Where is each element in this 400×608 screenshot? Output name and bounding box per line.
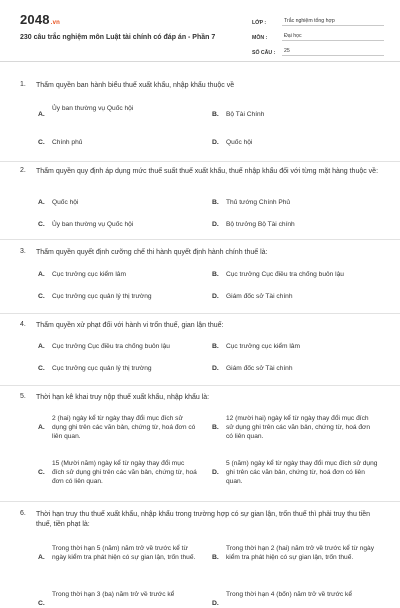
option-letter: A. bbox=[38, 424, 45, 431]
option-letter: D. bbox=[212, 600, 219, 607]
option-letter: D. bbox=[212, 221, 219, 228]
question-text: Thẩm quyền quyết định cưỡng chế thi hành quyết định hành chính thuế là: bbox=[36, 249, 268, 256]
option-letter: A. bbox=[38, 554, 45, 561]
option-text: Bộ Tài Chính bbox=[226, 111, 265, 118]
question-6 bbox=[0, 502, 400, 607]
option-letter: D. bbox=[212, 365, 219, 372]
option-letter: D. bbox=[212, 139, 219, 146]
option-letter: A. bbox=[38, 111, 45, 118]
option-text: 15 (Mười năm) ngày kể từ ngày thay đổi mục đích sử dụng ghi trên các văn bản, chứng từ, hoá đơn có liên quan. bbox=[52, 460, 197, 485]
option-text: Trong thời hạn 3 (ba) năm trở về trước kể bbox=[52, 591, 175, 598]
option-text: 12 (mười hai) ngày kể từ ngày thay đổi mục đích sử dụng ghi trên các văn bản, chứng từ, hoá đơn có liên quan. bbox=[226, 415, 371, 440]
option-letter: D. bbox=[212, 469, 219, 476]
option-letter: C. bbox=[38, 365, 45, 372]
meta-value: Trắc nghiệm tổng hợp bbox=[282, 18, 384, 26]
option-letter: B. bbox=[212, 111, 219, 118]
question-text: Thẩm quyền xử phạt đối với hành vi trốn thuế, gian lận thuế: bbox=[36, 322, 224, 329]
option-letter: C. bbox=[38, 469, 45, 476]
option-text: Chính phủ bbox=[52, 139, 83, 146]
option-letter: D. bbox=[212, 293, 219, 300]
option-text: Quốc hội bbox=[226, 139, 253, 146]
logo-text: 2048 bbox=[20, 12, 50, 27]
question-1 bbox=[0, 76, 400, 162]
option-text: Trong thời hạn 2 (hai) năm trở về trước kể từ ngày kiểm tra phát hiện có sự gian lận, trốn thuế. bbox=[226, 545, 374, 561]
document-title: 230 câu trắc nghiệm môn Luật tài chính có đáp án - Phần 7 bbox=[20, 34, 216, 41]
meta-box bbox=[252, 14, 384, 59]
option-letter: C. bbox=[38, 221, 45, 228]
option-text: Cục trưởng cục quản lý thị trường bbox=[52, 293, 152, 300]
option-letter: B. bbox=[212, 343, 219, 350]
meta-row-class bbox=[252, 14, 384, 26]
option-text: Giám đốc sở Tài chính bbox=[226, 293, 293, 300]
question-number: 4. bbox=[20, 321, 26, 328]
option-text: Cục trưởng cục kiểm lâm bbox=[52, 271, 126, 278]
option-text: Bộ trưởng Bộ Tài chính bbox=[226, 221, 295, 228]
site-logo[interactable] bbox=[20, 12, 60, 27]
option-text: Thủ tướng Chính Phủ bbox=[226, 199, 291, 206]
meta-value: Đại học bbox=[282, 33, 384, 41]
question-4 bbox=[0, 314, 400, 386]
option-text: Cục trưởng cục kiểm lâm bbox=[226, 343, 300, 350]
meta-label: MÔN : bbox=[252, 35, 268, 41]
option-text: Cục trưởng Cục điều tra chống buôn lậu bbox=[226, 271, 344, 278]
question-text: Thẩm quyền quy định áp dụng mức thuế suất thuế xuất khẩu, thuế nhập khẩu đối với từng mặt hàng thuộc về: bbox=[36, 168, 379, 175]
question-number: 6. bbox=[20, 510, 26, 517]
option-text: 2 (hai) ngày kể từ ngày thay đổi mục đích sử dụng ghi trên các văn bản, chứng từ, hoá đơn có liên quan. bbox=[52, 415, 196, 440]
question-2 bbox=[0, 162, 400, 240]
option-text: Quốc hội bbox=[52, 199, 79, 206]
question-5 bbox=[0, 386, 400, 502]
option-text: Ủy ban thường vụ Quốc hội bbox=[52, 105, 134, 112]
meta-label: LỚP : bbox=[252, 20, 267, 26]
option-letter: A. bbox=[38, 271, 45, 278]
question-text: Thời hạn kê khai truy nộp thuế xuất khẩu, nhập khẩu là: bbox=[36, 394, 210, 401]
option-text: 5 (năm) ngày kể từ ngày thay đổi mục đích sử dụng ghi trên các văn bản, chứng từ, hoá đơn có liên quan. bbox=[226, 460, 378, 485]
option-letter: B. bbox=[212, 199, 219, 206]
option-letter: C. bbox=[38, 600, 45, 607]
document-header bbox=[0, 0, 400, 62]
question-number: 2. bbox=[20, 167, 26, 174]
meta-value: 25 bbox=[282, 48, 384, 56]
option-text: Trong thời hạn 5 (năm) năm trở về trước kể từ ngày kiểm tra phát hiện có sự gian lận, trốn thuế. bbox=[52, 545, 196, 561]
option-letter: B. bbox=[212, 271, 219, 278]
question-number: 1. bbox=[20, 81, 26, 88]
logo-suffix: .vn bbox=[50, 20, 61, 26]
question-number: 5. bbox=[20, 393, 26, 400]
question-text: Thẩm quyền ban hành biểu thuế xuất khẩu, nhập khẩu thuộc về bbox=[36, 82, 235, 89]
option-letter: C. bbox=[38, 293, 45, 300]
option-text: Cục trưởng cục quản lý thị trường bbox=[52, 365, 152, 372]
option-letter: A. bbox=[38, 199, 45, 206]
option-text: Giám đốc sở Tài chính bbox=[226, 365, 293, 372]
option-letter: B. bbox=[212, 424, 219, 431]
meta-row-count bbox=[252, 44, 384, 56]
option-text: Cục trưởng Cục điều tra chống buôn lậu bbox=[52, 343, 170, 350]
option-letter: B. bbox=[212, 554, 219, 561]
meta-label: SỐ CÂU : bbox=[252, 50, 276, 56]
option-text: Ủy ban thường vụ Quốc hội bbox=[52, 221, 134, 228]
option-letter: A. bbox=[38, 343, 45, 350]
option-letter: C. bbox=[38, 139, 45, 146]
question-text: Thời hạn truy thu thuế xuất khẩu, nhập khẩu trong trường hợp có sự gian lận, trốn thuế thì phải truy thu tiền thuế, tiền phạt là: bbox=[36, 511, 371, 528]
option-text: Trong thời hạn 4 (bốn) năm trở về trước kể bbox=[226, 591, 352, 598]
question-3 bbox=[0, 240, 400, 314]
question-number: 3. bbox=[20, 248, 26, 255]
meta-row-subject bbox=[252, 29, 384, 41]
